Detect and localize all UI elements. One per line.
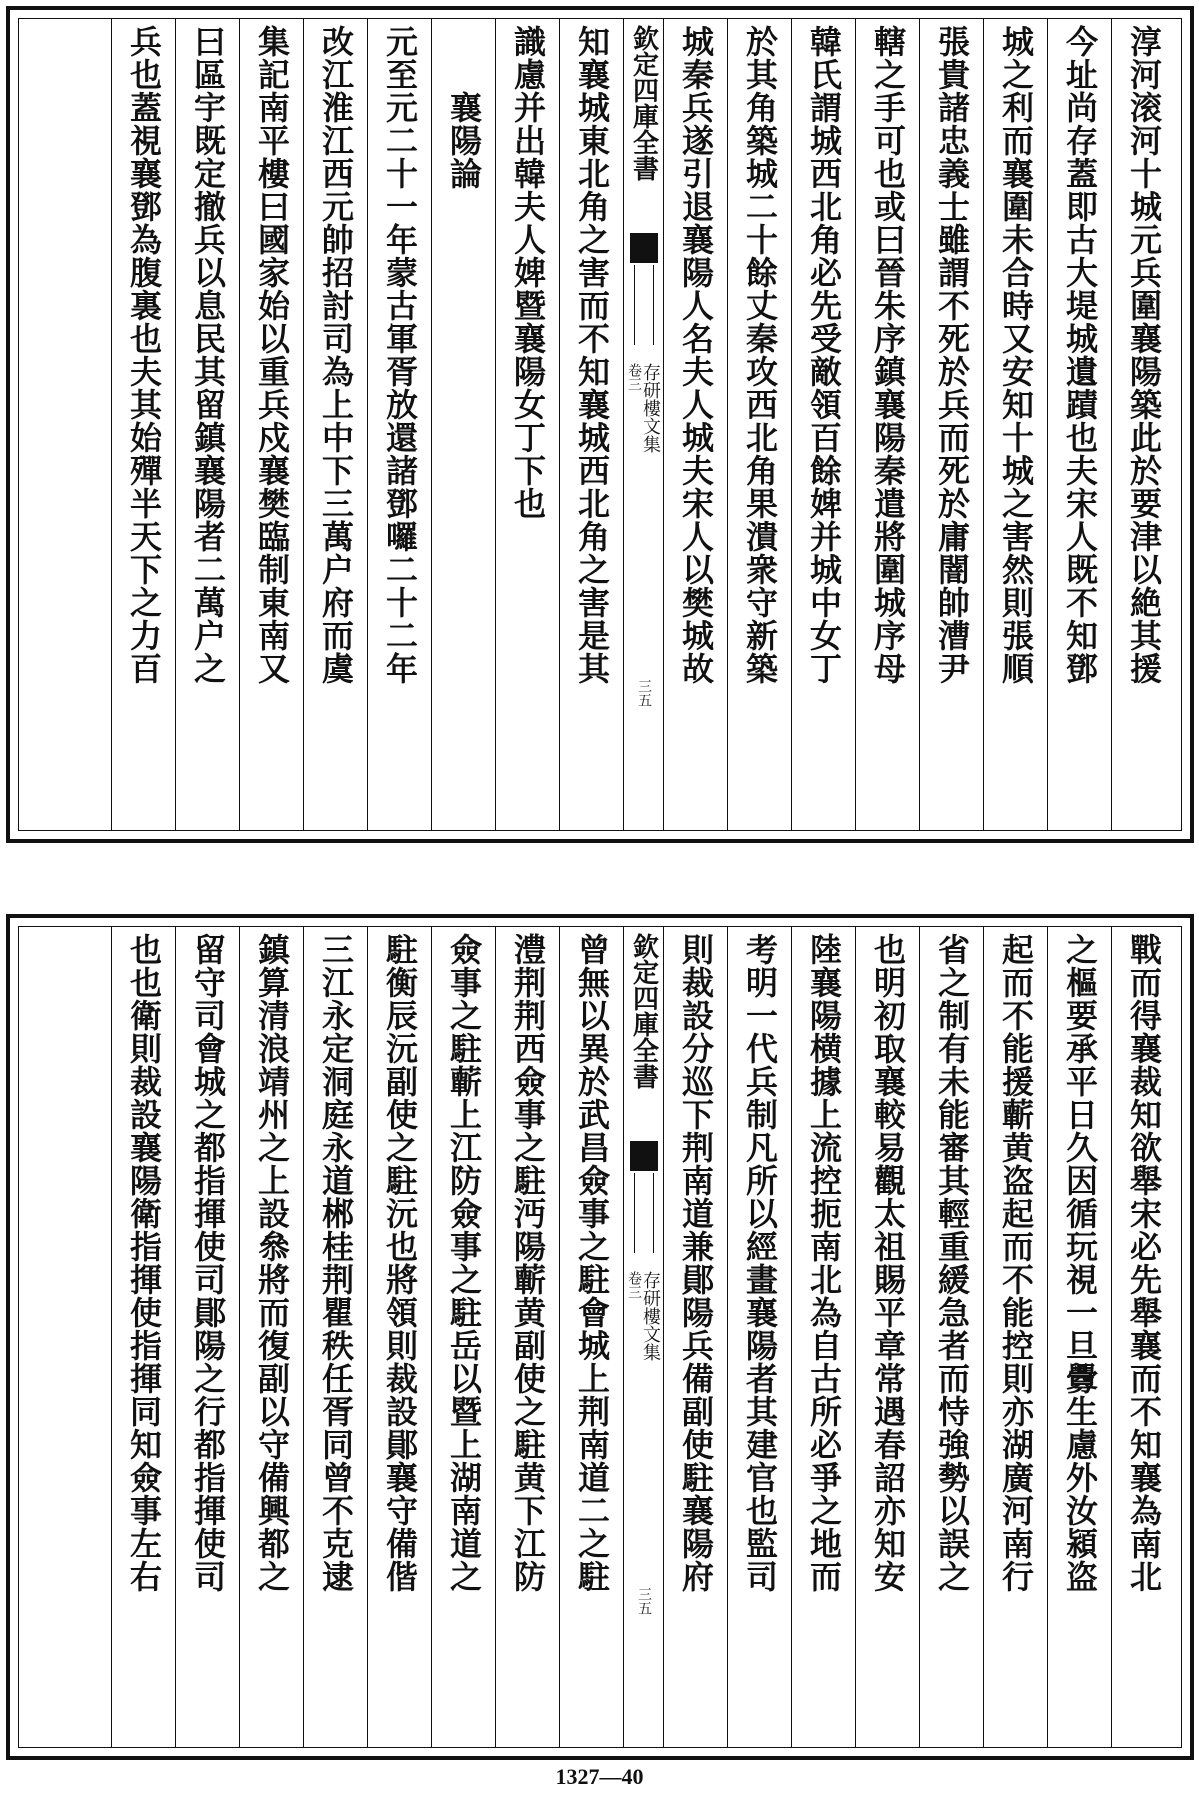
text-column [111,19,176,830]
text-column [495,927,560,1747]
column-text: 戰而得襄裁知欲舉宋必先舉襄而不知襄為南北 [1125,933,1163,1593]
column-text: 也明初取襄較易觀太祖賜平章常遇春詔亦知安 [869,933,907,1593]
text-column [239,19,304,830]
column-text: 三江永定洞庭永道郴桂荆瞿秩任胥同曾不克逮 [317,933,355,1593]
column-text: 集記南平樓曰國家始以重兵戍襄樊臨制東南又 [253,25,291,685]
text-column [1047,927,1112,1747]
text-column [983,927,1048,1747]
column-text: 今址尚存蓋即古大堤城遺蹟也夫宋人既不知鄧 [1061,25,1099,685]
text-column [303,19,368,830]
leaf-number: 三五 [636,679,652,707]
column-text: 則裁設分巡下荆南道兼鄖陽兵備副使駐襄陽府 [677,933,715,1593]
text-column [1111,19,1176,830]
column-text: 留守司會城之都指揮使司鄖陽之行都指揮使司 [189,933,227,1593]
column-text: 澧荆荆西僉事之駐沔陽蘄黄副使之駐黄下江防 [509,933,547,1593]
book-title: 存研樓文集 [640,363,661,453]
fishtail-mark-lower [634,265,654,345]
collection-title: 欽定四庫全書 [628,933,659,1089]
text-column [663,927,728,1747]
text-column [239,927,304,1747]
top-page-frame [18,18,1182,831]
text-column [983,19,1048,830]
text-column [303,927,368,1747]
volume-label: 卷三 [626,1271,642,1299]
collection-title: 欽定四庫全書 [628,25,659,181]
text-column [919,927,984,1747]
column-text: 起而不能援蘄黄盗起而不能控則亦湖廣河南行 [997,933,1035,1593]
bottom-page-frame [18,926,1182,1748]
column-text: 駐衡辰沅副使之駐沅也將領則裁設鄖襄守備偕 [381,933,419,1593]
column-text: 改江淮江西元帥招討司為上中下三萬户府而虞 [317,25,355,685]
text-column [367,19,432,830]
column-text: 識慮并出韓夫人婢暨襄陽女丁下也 [509,25,547,520]
book-title: 存研樓文集 [640,1271,661,1361]
column-text: 張貴諸忠義士雖謂不死於兵而死於庸闇帥漕尹 [933,25,971,685]
column-text: 鎮算清浪靖州之上設叅將而復副以守備興都之 [253,933,291,1593]
text-column [1111,927,1176,1747]
column-text: 於其角築城二十餘丈秦攻西北角果潰衆守新築 [741,25,779,685]
column-text: 之樞要承平日久因循玩視一旦釁生慮外汝潁盗 [1061,933,1099,1593]
center-margin-column [623,927,664,1747]
volume-label: 卷三 [626,363,642,391]
column-text: 兵也蓋視襄鄧為腹裏也夫其始殫半天下之力百 [125,25,163,685]
leaf-number: 三五 [636,1587,652,1615]
column-text: 元至元二十一年蒙古軍胥放還諸鄧囉二十二年 [381,25,419,685]
column-text: 省之制有未能審其輕重緩急者而恃強勢以誤之 [933,933,971,1593]
column-text: 陸襄陽横據上流控扼南北為自古所必爭之地而 [805,933,843,1593]
text-column [559,927,624,1747]
text-column [175,19,240,830]
column-text: 城之利而襄圍未合時又安知十城之害然則張順 [997,25,1035,685]
column-text: 曰區宇既定撤兵以息民其留鎮襄陽者二萬户之 [189,25,227,685]
text-column [111,927,176,1747]
text-column [495,19,560,830]
bottom-page [6,914,1194,1760]
text-column [175,927,240,1747]
fishtail-mark-lower [634,1173,654,1253]
column-text: 曾無以異於武昌僉事之駐會城上荆南道二之駐 [573,933,611,1593]
fishtail-mark [630,1141,658,1171]
text-column [855,927,920,1747]
text-column [727,19,792,830]
text-column [431,19,496,830]
page-number-footer: 1327—40 [555,1764,644,1789]
text-column [727,927,792,1747]
column-text: 淳河滚河十城元兵圍襄陽築此於要津以絶其援 [1125,25,1163,685]
top-page [6,6,1194,843]
column-text: 也也衛則裁設襄陽衛指揮使指揮同知僉事左右 [125,933,163,1593]
column-text: 考明一代兵制凡所以經畫襄陽者其建官也監司 [741,933,779,1593]
text-column [431,927,496,1747]
center-margin-column [623,19,664,830]
text-column [791,927,856,1747]
column-text: 轄之手可也或曰晉朱序鎮襄陽秦遣將圍城序母 [869,25,907,685]
text-column [791,19,856,830]
column-text: 韓氏謂城西北角必先受敵領百餘婢并城中女丁 [805,25,843,685]
column-text: 僉事之駐蘄上江防僉事之駐岳以暨上湖南道之 [445,933,483,1593]
fishtail-mark [630,233,658,263]
column-text: 知襄城東北角之害而不知襄城西北角之害是其 [573,25,611,685]
text-column [1047,19,1112,830]
text-column [367,927,432,1747]
column-text: 襄陽論 [445,25,483,190]
text-column [559,19,624,830]
column-text: 城秦兵遂引退襄陽人名夫人城夫宋人以樊城故 [677,25,715,685]
text-column [919,19,984,830]
text-column [855,19,920,830]
text-column [663,19,728,830]
